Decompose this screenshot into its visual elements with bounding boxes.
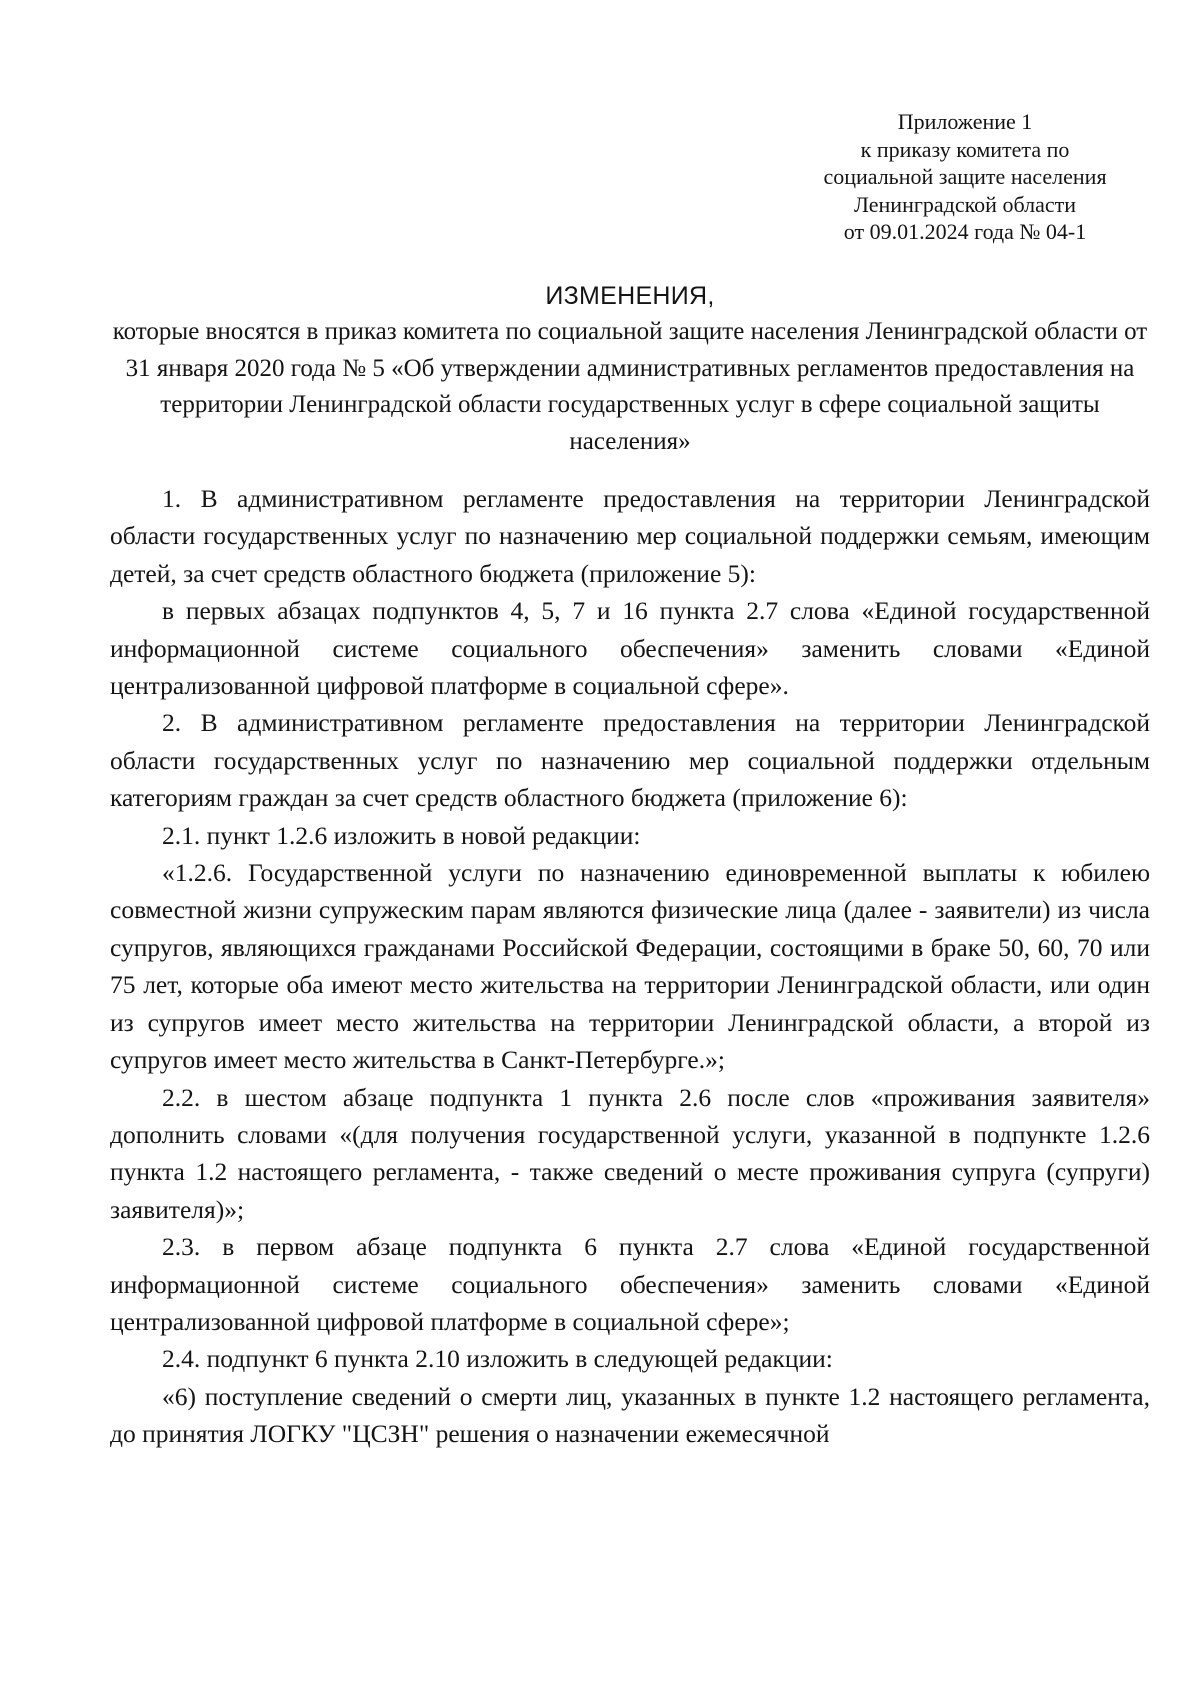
appendix-block: [700, 108, 1200, 246]
body-paragraph: 2. В административном регламенте предоставления на территории Ленинградской области государственных услуг по назначению мер социальной поддержки отдельным категориям граждан за счет средств областного бюджета (приложение 6):: [110, 708, 1150, 813]
appendix-line: от 09.01.2024 года № 04-1: [843, 219, 1087, 244]
appendix-line: Ленинградской области: [854, 191, 1076, 217]
document-title: ИЗМЕНЕНИЯ,: [545, 282, 715, 310]
body-paragraph: 1. В административном регламенте предоставления на территории Ленинградской области государственных услуг по назначению мер социальной поддержки семьям, имеющим детей, за счет средств областного бюджета (приложение 5):: [110, 484, 1150, 588]
body-paragraph: 2.3. в первом абзаце подпункта 6 пункта 2.7 слова «Единой государственной информационной системе социального обеспечения» заменить словами «Единой централизованной цифровой платформе в социальной сфере»;: [110, 1232, 1150, 1336]
body-paragraph: «1.2.6. Государственной услуги по назначению единовременной выплаты к юбилею совместной жизни супружеским парам являются физические лица (далее - заявители) из числа супругов, являющихся гражданами Российской Федерации, состоящими в браке 50, 60, 70 или 75 лет, которые оба имеют место жительства на территории Ленинградской области, или один из супругов имеет место жительства на территории Ленинградской области, а второй из супругов имеет место жительства в Санкт-Петербурге.»;: [110, 858, 1150, 1075]
body-paragraph-continued: «6) поступление сведений о смерти лиц, указанных в пункте 1.2 настоящего регламента, до принятия ЛОГКУ "ЦСЗН" решения о назначении ежемесячной: [110, 1381, 1150, 1449]
body-paragraph: в первых абзацах подпунктов 4, 5, 7 и 16 пункта 2.7 слова «Единой государственной информационной системе социального обеспечения» заменить словами «Единой централизованной цифровой платформе в социальной сфере».: [110, 596, 1150, 701]
body-paragraph: 2.4. подпункт 6 пункта 2.10 изложить в следующей редакции:: [162, 1344, 833, 1374]
appendix-line: социальной защите населения: [823, 164, 1107, 189]
body-paragraph: 2.1. пункт 1.2.6 изложить в новой редакции:: [162, 820, 641, 850]
appendix-line: к приказу комитета по: [860, 136, 1070, 162]
body-paragraph: 2.2. в шестом абзаце подпункта 1 пункта 2.6 после слов «проживания заявителя» дополнить словами «(для получения государственной услуги, указанной в подпункте 1.2.6 пункта 1.2 настоящего регламента, - также сведений о месте проживания супруга (супруги) заявителя)»;: [110, 1082, 1150, 1224]
document-heading: [110, 278, 1150, 460]
document-subtitle: которые вносятся в приказ комитета по социальной защите населения Ленинградской области от 31 января 2020 года № 5 «Об утверждении административных регламентов предоставления на территории Ленинградской области государственных услуг в сфере социальной защиты населения»: [112, 318, 1148, 455]
document-body: [110, 480, 1150, 1453]
appendix-line: Приложение 1: [897, 109, 1033, 134]
